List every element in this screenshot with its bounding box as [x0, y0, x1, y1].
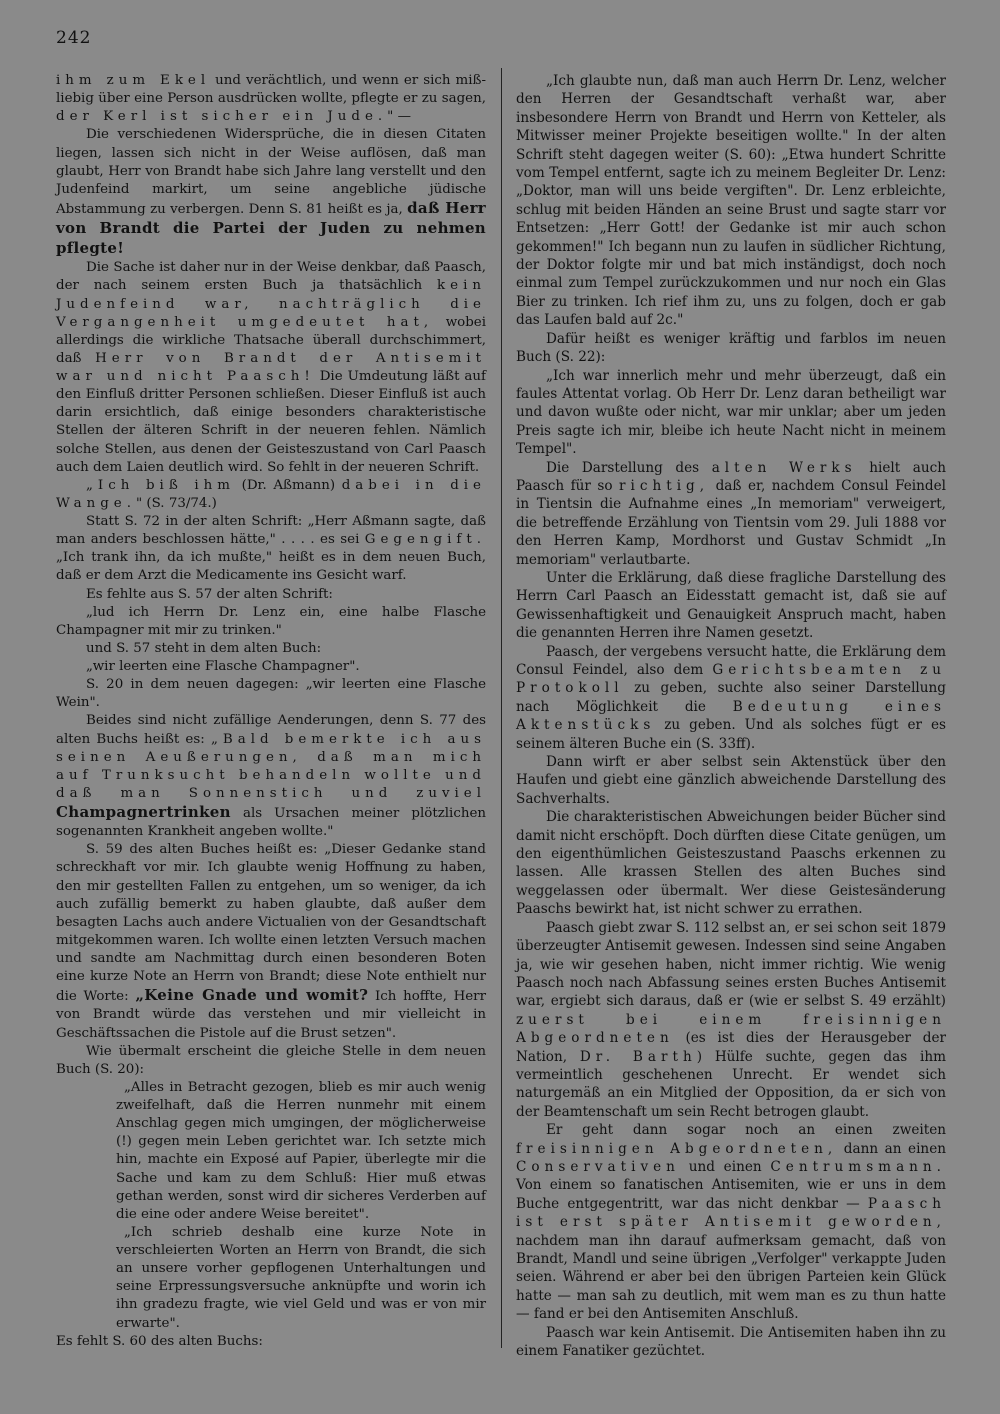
- text-run: Ich hoffte, Herr von Brandt würde das verstehen und mir vielleicht in Geschäftssachen die Pistole auf die Brust setzen".: [56, 989, 486, 1041]
- paragraph: [516, 1121, 946, 1323]
- emphasis-bold: „Keine Gnade und womit?: [135, 986, 369, 1005]
- text-run: und einen: [679, 1158, 771, 1175]
- text-run: " —: [387, 109, 411, 125]
- text-run: Paasch giebt zwar S. 112 selbst an, er sei schon seit 1879 überzeugter Antisemit gewesen. Indessen sind seine Angaben ja, wie wir gesehen haben, nicht immer richtig. Wie wenig Paasch noch nach Abfassung seines ersten Buches Antisemit war, ergiebt sich daraus, daß er (wie er selbst S. 49 erzählt): [516, 919, 946, 1010]
- text-run: zu geben. Und als solches fügt er es seinem älteren Buche ein (S. 33ff).: [516, 717, 946, 752]
- paragraph: [56, 658, 486, 676]
- text-run: „Alles in Betracht gezogen, blieb es mir auch wenig zweifelhaft, daß die Herren nunmehr mit einem Anschlag gegen mich umgingen, der möglicherweise (!) gegen mein Leben gerichtet war. Ich setzte mich hin, machte ein Exposé auf Papier, überlegte mir die Sache und kam zu dem Schluß: Hier muß etwas gethan werden, sonst wird dir sicheres Verderben auf die eine oder andere Weise bereitet".: [116, 1079, 486, 1222]
- paragraph: [56, 72, 486, 126]
- paragraph: [516, 569, 946, 643]
- text-run: Dafür heißt es weniger kräftig und farblos im neuen Buch (S. 22):: [516, 330, 946, 366]
- text-run: als Ursachen meiner plötzlichen sogenannten Krankheit angeben wollte.": [56, 806, 486, 840]
- emphasis-bold: Champagnertrinken: [56, 803, 231, 821]
- text-run: und verächtlich, und wenn er sich miß-liebig über eine Person ausdrücken wollte, pflegte er zu sagen,: [56, 73, 486, 107]
- paragraph: [56, 1043, 486, 1079]
- text-run: Er geht dann sogar noch an einen zweiten: [546, 1122, 946, 1139]
- paragraph: [516, 1324, 946, 1361]
- emphasis-spaced: zuerst bei einem freisinnigen Abgeordneten: [516, 1011, 946, 1047]
- paragraph: [56, 259, 486, 477]
- text-run: und S. 57 steht in dem alten Buch:: [86, 640, 322, 656]
- emphasis-spaced: Conservativen: [516, 1158, 680, 1175]
- text-run: Von einem so fanatischen Antisemiten, wie er uns in dem Buche entgegentritt, war das nicht denkbar —: [516, 1177, 946, 1212]
- emphasis-bold: daß Herr von Brandt die Partei der Juden zu nehmen pflegte!: [56, 198, 487, 258]
- text-run: " (S. 73/74.): [135, 495, 217, 511]
- right-column: [516, 72, 946, 1360]
- text-run: Die charakteristischen Abweichungen beider Bücher sind damit nicht erschöpft. Doch dürften diese Citate genügen, um den eigenthümlichen Geisteszustand Paaschs erkennen zu lassen. Alle krassen Stellen des alten Buches sind weggelassen oder übermalt. Wer diese Geistesänderung Paaschs bewirkt hat, ist nicht schwer zu errathen.: [516, 809, 946, 918]
- paragraph: [516, 459, 946, 569]
- paragraph: [56, 640, 486, 658]
- paragraph: [56, 477, 486, 513]
- emphasis-spaced: ihm zum Ekel: [56, 73, 211, 88]
- text-run: Beides sind nicht zufällige Aenderungen, denn S. 77 des alten Buchs heißt es:: [56, 713, 486, 747]
- emphasis-spaced: Gerichtsbeamten zu Protokoll: [516, 662, 946, 697]
- text-run: (es ist dies der Herausgeber der Nation,: [516, 1030, 946, 1065]
- paragraph: [56, 676, 486, 712]
- paragraph: [516, 367, 946, 459]
- text-run: „Ich trank ihn, da ich mußte," heißt es in dem neuen Buch, daß er dem Arzt die Medicamente ins Gesicht warf.: [56, 550, 486, 584]
- paragraph: [516, 330, 946, 367]
- emphasis-spaced: kein Judenfeind war, nachträglich die Vergangenheit umgedeutet hat,: [56, 278, 486, 330]
- text-run: ) Hülfe suchte, gegen das ihm vermeintlich geschehenen Unrecht. Er wendet sich naturgemäß an ein Mitglied der Opposition, da er sich von der Beamtenschaft um sein Recht betrogen glaubt.: [516, 1048, 947, 1120]
- text-run: S. 59 des alten Buches heißt es: „Dieser Gedanke stand schreckhaft vor mir. Ich glaubte wenig Hoffnung zu haben, den mir gestellten Fallen zu entgehen, um so weniger, da ich auch zufällig bemerkt zu haben glaubte, daß außer dem besagten Lachs auch andere Victualien von der Gesandtschaft mitgekommen waren. Ich wollte einen letzten Versuch machen und sandte am Nachmittag durch einen besonderen Boten eine kurze Note an Herrn von Brandt; diese Note enthielt nur die Worte:: [56, 842, 486, 1005]
- paragraph: [516, 643, 946, 753]
- text-run: „lud ich Herrn Dr. Lenz ein, eine halbe Flasche Champagner mit mir zu trinken.": [56, 604, 486, 638]
- text-run: dann an einen: [837, 1140, 946, 1157]
- paragraph: [56, 604, 486, 640]
- emphasis-spaced: Dr. Barth: [579, 1048, 697, 1065]
- text-run: (Dr. Aßmann): [234, 477, 342, 493]
- paragraph: [56, 586, 486, 604]
- text-run: Die Darstellung des: [546, 459, 712, 476]
- text-run: Statt S. 72 in der alten Schrift: „Herr Aßmann sagte, daß man anders beschlossen hätte," . . . . es sei: [56, 514, 486, 548]
- paragraph: [516, 753, 946, 808]
- page-number: 242: [56, 28, 92, 48]
- text-run: wobei allerdings die wirkliche Thatsache überall durchschimmert, daß: [56, 314, 487, 366]
- text-run: Es fehlt S. 60 des alten Buchs:: [56, 1333, 263, 1349]
- emphasis-spaced: „Bald bemerkte ich aus seinen Aeußerungen, daß man mich auf Trunksucht behandeln wollte und daß man Sonnenstich und zuviel: [56, 731, 486, 801]
- text-run: „Ich schrieb deshalb eine kurze Note in verschleierten Worten an Herrn von Brandt, die sich an unsere vorher gepflogenen Unterhaltungen und seine Erpressungsversuche anknüpfte und worin ich ihn gradezu fragte, wie viel Geld und was er von mir erwarte".: [116, 1224, 486, 1331]
- text-run: „wir leerten eine Flasche Champagner".: [86, 659, 360, 674]
- text-run: nachdem man ihn darauf aufmerksam gemacht, daß von Brandt, Mandl und seine übrigen „Verfolger" verkappte Juden seien. Während er aber bei den übrigen Parteien kein Glück hatte — man sah zu deutlich, mit wem man es zu thun hatte — fand er bei den Antisemiten Anschluß.: [516, 1232, 946, 1323]
- paragraph: [116, 1079, 486, 1224]
- text-run: zu geben, suchte also seiner Darstellung nach Möglichkeit die: [516, 680, 946, 715]
- text-run: „Ich war innerlich mehr und mehr überzeugt, daß ein faules Attentat vorlag. Ob Herr Dr. Lenz daran betheiligt war und davon wußte oder nicht, war mir unklar; aber um jeden Preis sagte ich mir, bleibe ich heute Nacht nicht in meinem Tempel".: [516, 367, 946, 458]
- text-run: Paasch, der vergebens versucht hatte, die Erklärung dem Consul Feindel, also dem: [516, 643, 946, 678]
- emphasis-spaced: Centrumsmann.: [770, 1158, 946, 1175]
- left-column: [56, 72, 486, 1351]
- paragraph: [56, 126, 486, 259]
- emphasis-spaced: Paasch ist erst später Antisemit geworden,: [516, 1195, 946, 1231]
- text-run: hielt auch Paasch für so: [516, 459, 947, 494]
- emphasis-spaced: freisinnigen Abgeordneten,: [516, 1140, 838, 1157]
- paragraph: [56, 841, 486, 1042]
- emphasis-spaced: der Kerl ist sicher ein Jude.: [56, 109, 388, 125]
- paragraph: [56, 513, 486, 586]
- text-run: S. 20 in dem neuen dagegen: „wir leerten eine Flasche Wein".: [56, 677, 486, 711]
- paragraph: [516, 72, 946, 330]
- paragraph: [516, 808, 946, 918]
- emphasis-spaced: Herr von Brandt der Antisemit war und nicht Paasch!: [56, 350, 486, 384]
- text-run: Wie übermalt erscheint die gleiche Stelle in dem neuen Buch (S. 20):: [56, 1043, 486, 1077]
- emphasis-spaced: „Ich biß ihm: [86, 477, 235, 493]
- paragraph: [516, 919, 946, 1121]
- text-run: Unter die Erklärung, daß diese fragliche Darstellung des Herrn Carl Paasch an Eidesstatt gemacht ist, daß sie auf Gewissenhaftigkeit und Genauigkeit Anspruch macht, haben die genannten Herren ihre Namen gesetzt.: [516, 569, 946, 642]
- text-run: daß er, nachdem Consul Feindel in Tientsin die Aufnahme eines „In memoriam" verweigert, die betreffende Erzählung von Tientsin vom 29. Juli 1888 vor den Herren Kamp, Mordhorst und Gustav Schmidt „In memoriam" verlautbarte.: [516, 477, 947, 568]
- paragraph: [56, 1333, 486, 1351]
- text-run: Dann wirft er aber selbst sein Aktenstück über den Haufen und giebt eine gänzlich abweichende Darstellung des Sachverhalts.: [516, 754, 946, 807]
- emphasis-spaced: Bedeutung eines Aktenstücks: [516, 698, 946, 734]
- emphasis-spaced: alten Werks: [711, 459, 857, 476]
- paragraph: [56, 712, 486, 841]
- emphasis-spaced: richtig,: [619, 477, 710, 494]
- emphasis-spaced: dabei in die Wange.: [56, 477, 486, 511]
- emphasis-spaced: Gegengift.: [364, 532, 486, 548]
- text-run: Paasch war kein Antisemit. Die Antisemiten haben ihn zu einem Fanatiker gezüchtet.: [516, 1324, 946, 1360]
- text-run: Die Sache ist daher nur in der Weise denkbar, daß Paasch, der nach seinem ersten Buch ja thatsächlich: [56, 260, 486, 294]
- paragraph: [116, 1224, 486, 1333]
- text-run: Die Umdeutung läßt auf den Einfluß dritter Personen schließen. Dieser Einfluß ist auch darin ersichtlich, daß einige besonders charakteristische Stellen der älteren Schrift in der neueren fehlen. Nämlich solche Stellen, aus denen der Geisteszustand von Carl Paasch auch dem Laien deutlich wird. So fehlt in der neueren Schrift.: [56, 369, 486, 475]
- column-divider: [501, 68, 502, 1348]
- text-run: „Ich glaubte nun, daß man auch Herrn Dr. Lenz, welcher den Herren der Gesandtschaft verhaßt war, aber insbesondere Herrn von Brandt und Herrn von Ketteler, als Mitwisser meiner Projekte beseitigen wollte." In der alten Schrift steht dagegen weiter (S. 60): „Etwa hundert Schritte vom Tempel entfernt, sagte ich zu meinem Begleiter Dr. Lenz: „Doktor, man will uns beide vergiften". Dr. Lenz erbleichte, schlug mit beiden Händen an seine Brust und sagte starr vor Entsetzen: „Herr Gott! der Gedanke ist mir auch schon gekommen!" Ich begann nun zu laufen in südlicher Richtung, der Doktor folgte mir und bat mich inständigst, doch noch einmal zum Tempel zurückzukommen und nur noch ein Glas Bier zu trinken. Ich rief ihm zu, uns zu folgen, doch er gab das Laufen bald auf 2c.": [516, 73, 946, 329]
- text-run: Die verschiedenen Widersprüche, die in diesen Citaten liegen, lassen sich nicht in der Weise auflösen, daß man glaubt, Herr von Brandt habe sich Jahre lang verstellt und den Judenfeind markirt, um seine angebliche jüdische Abstammung zu verbergen. Denn S. 81 heißt es ja,: [56, 127, 486, 217]
- text-run: Es fehlte aus S. 57 der alten Schrift:: [86, 586, 333, 602]
